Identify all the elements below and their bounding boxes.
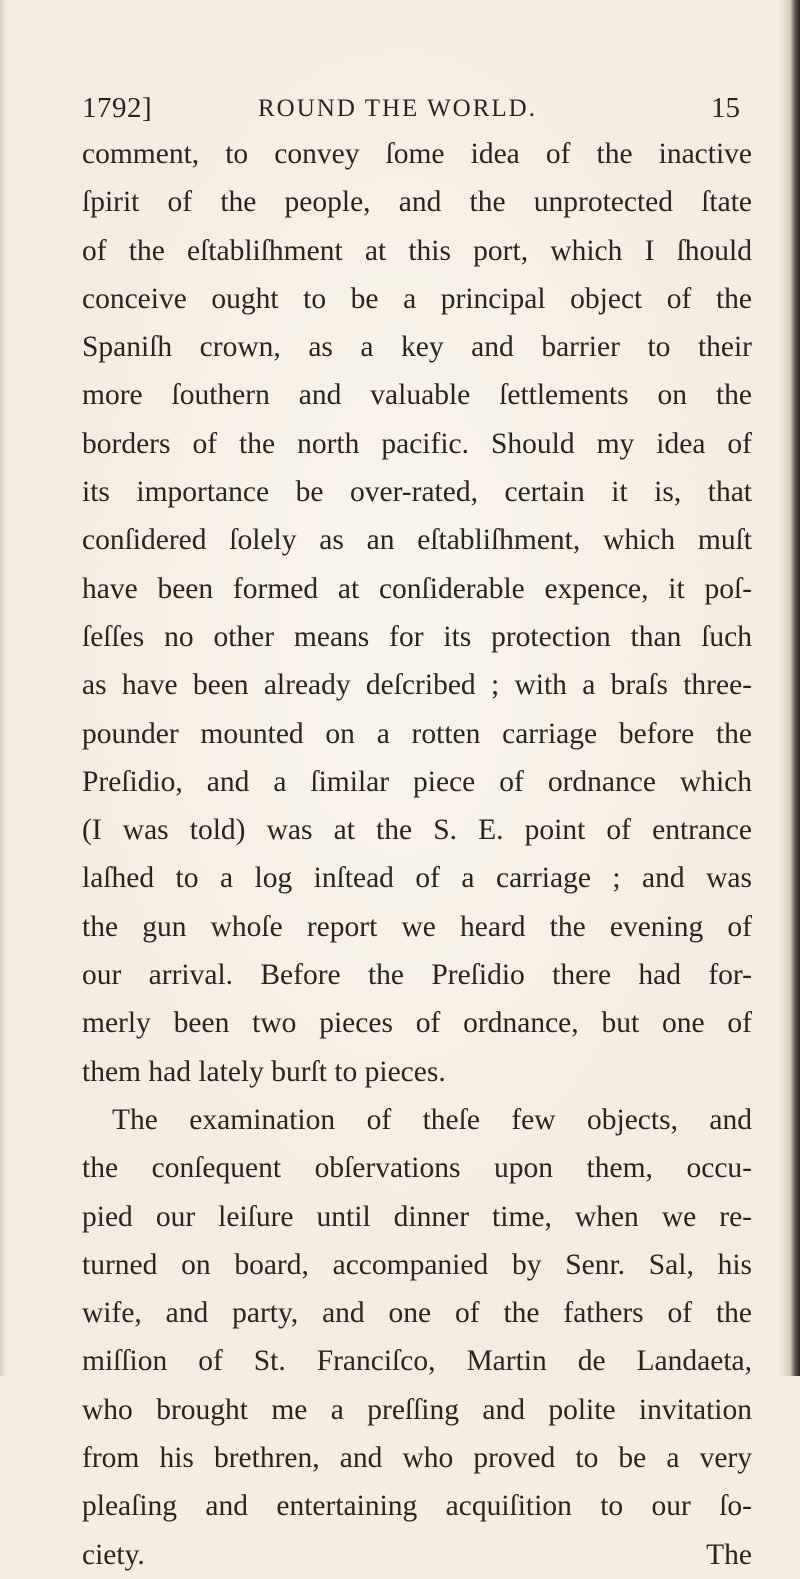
- text-line: have been formed at conſiderable expence, it poſ-: [82, 572, 752, 605]
- text-line: pied our leiſure until dinner time, when we re-: [82, 1200, 752, 1233]
- header-title: ROUND THE WORLD.: [258, 95, 537, 122]
- body-text: [82, 130, 752, 1579]
- text-line: merly been two pieces of ordnance, but one of: [82, 1007, 752, 1040]
- text-line: who brought me a preſſing and polite invitation: [82, 1393, 752, 1426]
- text-line: pounder mounted on a rotten carriage before the: [82, 717, 752, 750]
- text-line: more ſouthern and valuable ſettlements on the: [82, 379, 752, 412]
- header-year: 1792]: [82, 92, 153, 124]
- text-line: of the eſtabliſhment at this port, which I ſhould: [82, 234, 752, 267]
- text-line: comment, to convey ſome idea of the inactive: [82, 138, 752, 170]
- text-line: the gun whoſe report we heard the evening of: [82, 910, 752, 943]
- text-line: ciety.: [82, 1538, 145, 1571]
- text-line: miſſion of St. Franciſco, Martin de Landaeta,: [82, 1345, 752, 1378]
- text-line: The examination of theſe few objects, and: [112, 1103, 752, 1136]
- text-line: as have been already deſcribed ; with a braſs three-: [82, 669, 752, 702]
- text-line: Preſidio, and a ſimilar piece of ordnance which: [82, 765, 752, 798]
- catchword: The: [706, 1538, 752, 1571]
- page-gutter-shadow: [0, 0, 6, 1376]
- text-line: from his brethren, and who proved to be a very: [82, 1442, 752, 1475]
- page-number: 15: [711, 92, 740, 124]
- text-line: borders of the north pacific. Should my idea of: [82, 427, 752, 460]
- running-header: [82, 92, 748, 132]
- text-line: conſidered ſolely as an eſtabliſhment, which muſt: [82, 524, 752, 557]
- text-line: wife, and party, and one of the fathers of the: [82, 1297, 752, 1330]
- text-line: laſhed to a log inſtead of a carriage ; and was: [82, 862, 752, 895]
- last-line-row: [82, 1531, 752, 1579]
- text-line: turned on board, accompanied by Senr. Sal, his: [82, 1248, 752, 1281]
- text-line: conceive ought to be a principal object of the: [82, 282, 752, 315]
- text-line: Spaniſh crown, as a key and barrier to their: [82, 331, 752, 364]
- text-line: our arrival. Before the Preſidio there had for-: [82, 959, 752, 992]
- text-line: them had lately burſt to pieces.: [82, 1055, 446, 1088]
- text-line: its importance be over-rated, certain it is, that: [82, 476, 752, 509]
- text-line: the conſequent obſervations upon them, occu-: [82, 1152, 752, 1185]
- text-line: pleaſing and entertaining acquiſition to our ſo-: [82, 1490, 752, 1523]
- text-line: ſpirit of the people, and the unprotected ſtate: [82, 186, 752, 219]
- page-edge-shadow: [778, 0, 800, 1376]
- text-line: ſeſſes no other means for its protection than ſuch: [82, 620, 752, 653]
- text-line: (I was told) was at the S. E. point of entrance: [82, 814, 752, 847]
